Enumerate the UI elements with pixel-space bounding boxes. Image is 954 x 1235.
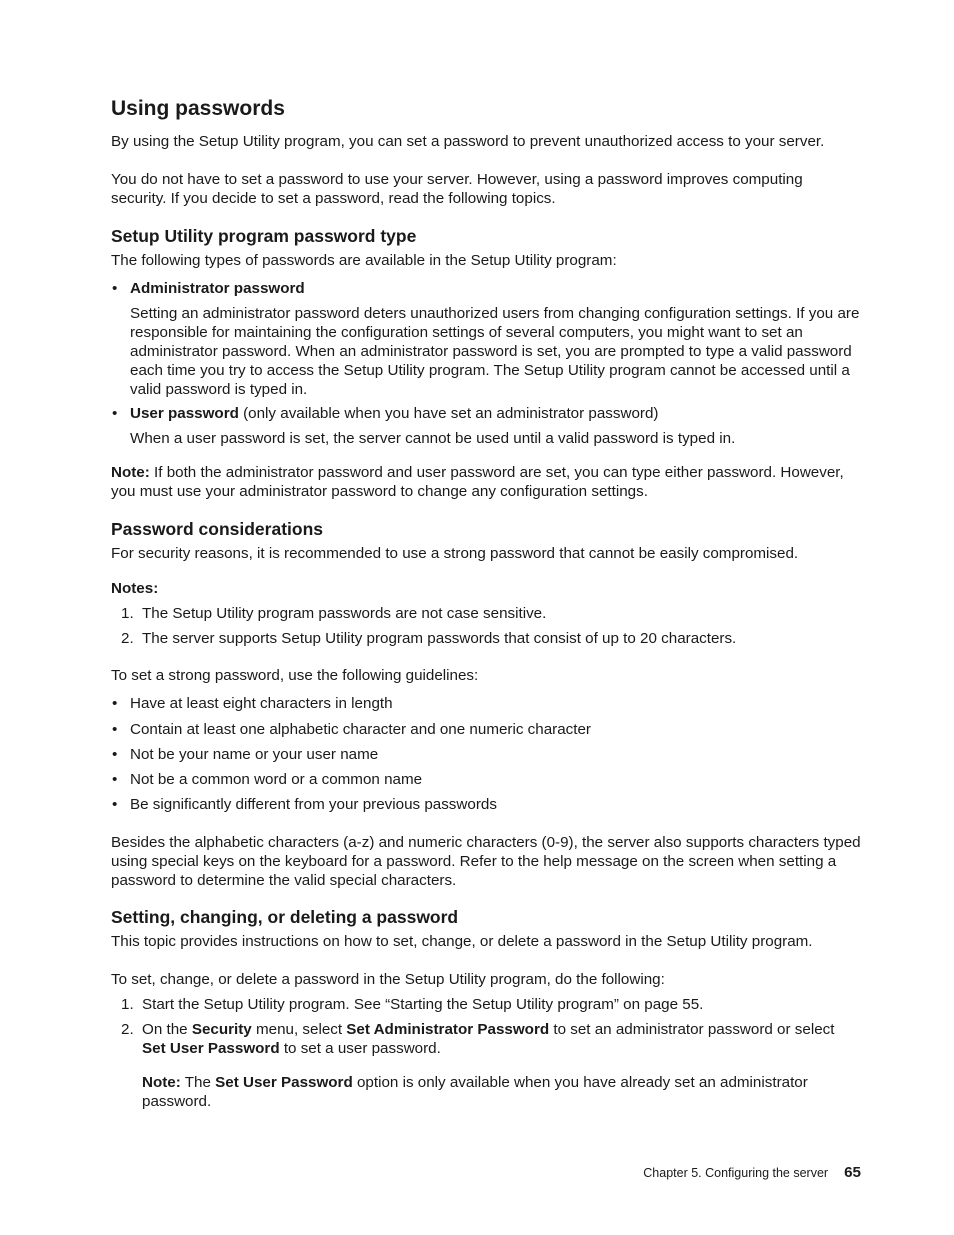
note-label: Note:	[142, 1074, 181, 1091]
bullet: •	[112, 405, 118, 422]
bullet: •	[112, 796, 118, 813]
admin-password-description: Setting an administrator password deters unauthorized users from changing configuration settings. If you are responsible for maintaining the configuration settings of several computers, you might want to set an administrator password. When an administrator password is set, you are prompted to type a valid password each time you try to access the Setup Utility program. The Setup Utility program cannot be accessed until a valid password is typed in.	[130, 305, 860, 398]
user-password-title: User password	[130, 405, 239, 422]
note-text: If both the administrator password and user password are set, you can type either password. However, you must use your administrator password to change any configuration settings.	[111, 464, 844, 500]
user-password-line	[130, 404, 861, 423]
guideline-text: Contain at least one alphabetic character and one numeric character	[130, 721, 591, 738]
note-label: Note:	[111, 464, 150, 481]
considerations-lead: For security reasons, it is recommended to use a strong password that cannot be easily compromised.	[111, 545, 799, 562]
guideline-text: Have at least eight characters in length	[130, 695, 393, 712]
admin-password-title: Administrator password	[130, 280, 305, 297]
set-admin-password-term: Set Administrator Password	[346, 1021, 550, 1038]
section-heading-password-type: Setup Utility program password type	[111, 226, 417, 246]
page-title: Using passwords	[111, 97, 285, 120]
step-1-text: Start the Setup Utility program. See “Starting the Setup Utility program” on page 55.	[142, 996, 704, 1013]
guidelines-lead: To set a strong password, use the following guidelines:	[111, 667, 479, 684]
guideline-text: Not be your name or your user name	[130, 746, 379, 763]
step-2-note	[142, 1073, 861, 1111]
user-password-suffix: (only available when you have set an administrator password)	[238, 405, 659, 422]
intro-paragraph-1: By using the Setup Utility program, you can set a password to prevent unauthorized access to your server.	[111, 133, 825, 150]
note-1-text: The Setup Utility program passwords are not case sensitive.	[142, 605, 547, 622]
bullet: •	[112, 746, 118, 763]
set-change-delete-lead: This topic provides instructions on how to set, change, or delete a password in the Setup Utility program.	[111, 933, 813, 950]
list-number: 2.	[121, 630, 134, 647]
step-2-part: to set a user password.	[279, 1040, 441, 1057]
notes-label: Notes:	[111, 580, 159, 597]
bullet: •	[112, 721, 118, 738]
list-number: 2.	[121, 1021, 134, 1038]
set-user-password-term: Set User Password	[142, 1040, 280, 1057]
bullet: •	[112, 280, 118, 297]
page-number: 65	[844, 1164, 861, 1181]
password-type-note	[111, 463, 861, 501]
special-characters-paragraph: Besides the alphabetic characters (a-z) and numeric characters (0-9), the server also supports characters typed using special keys on the keyboard for a password. Refer to the help message on the screen when setting a password to determine the valid special characters.	[111, 834, 861, 889]
note-2-text: The server supports Setup Utility program passwords that consist of up to 20 characters.	[142, 630, 737, 647]
steps-lead: To set, change, or delete a password in the Setup Utility program, do the following:	[111, 971, 665, 988]
intro-paragraph-2: You do not have to set a password to use your server. However, using a password improves computing security. If you decide to set a password, read the following topics.	[111, 171, 803, 207]
bullet: •	[112, 695, 118, 712]
list-number: 1.	[121, 605, 134, 622]
note-part: The	[180, 1074, 216, 1091]
section-heading-considerations: Password considerations	[111, 519, 324, 539]
step-2-text	[142, 1020, 861, 1058]
step-2-part: On the	[142, 1021, 192, 1038]
password-type-lead: The following types of passwords are available in the Setup Utility program:	[111, 252, 617, 269]
bullet: •	[112, 771, 118, 788]
section-heading-set-change-delete: Setting, changing, or deleting a password	[111, 907, 459, 927]
step-2-part: to set an administrator password or select	[549, 1021, 835, 1038]
list-number: 1.	[121, 996, 134, 1013]
set-user-password-term: Set User Password	[215, 1074, 353, 1091]
user-password-description: When a user password is set, the server cannot be used until a valid password is typed in.	[130, 430, 736, 447]
page-footer	[643, 1163, 861, 1183]
guideline-text: Be significantly different from your previous passwords	[130, 796, 497, 813]
note-part: option is only available when you have already set an administrator password.	[142, 1074, 808, 1110]
guideline-text: Not be a common word or a common name	[130, 771, 423, 788]
footer-chapter: Chapter 5. Configuring the server	[643, 1166, 829, 1180]
step-2-part: menu, select	[251, 1021, 347, 1038]
security-menu-term: Security	[191, 1021, 252, 1038]
